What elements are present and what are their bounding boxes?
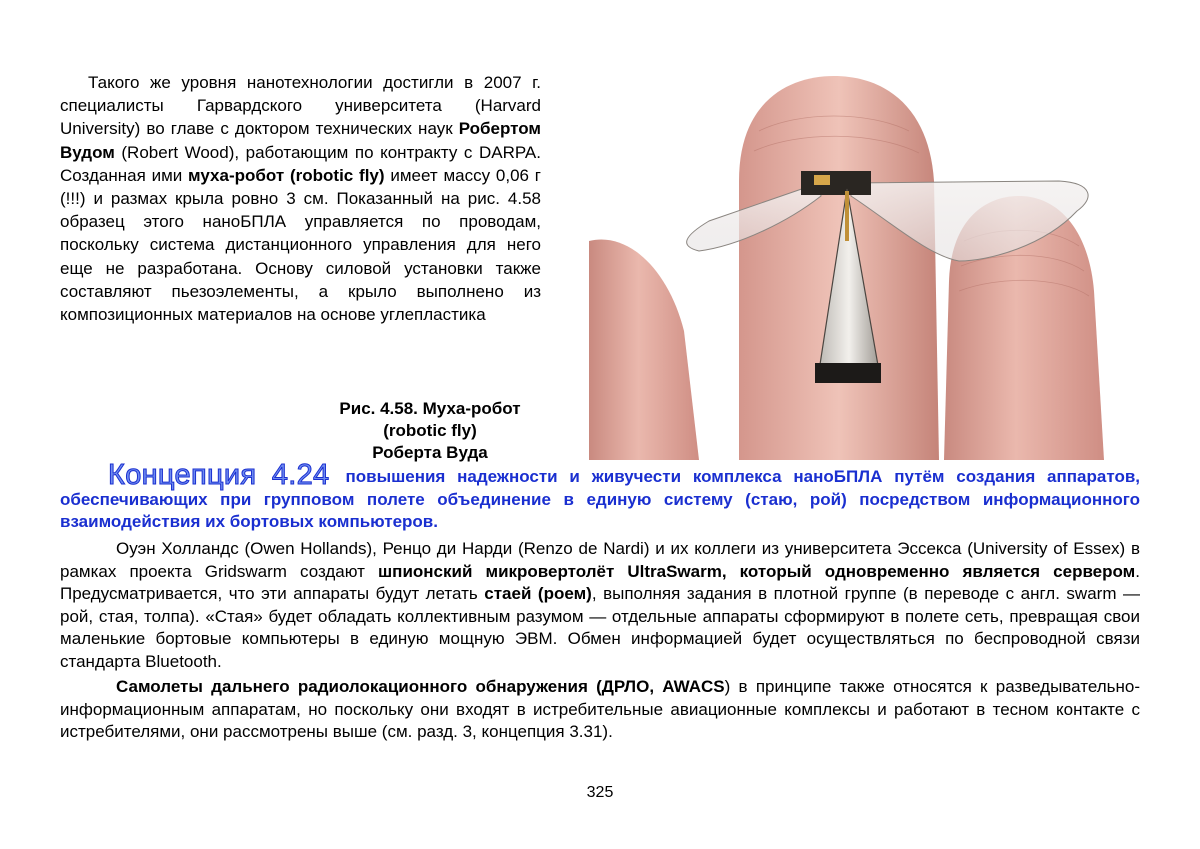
paragraph-ultraswarm [60, 538, 1140, 673]
text-run: имеет массу 0,06 г (!!!) и размах крыла ровно 3 см. Показанный на рис. 4.58 образец этого наноБПЛА управляется по проводам, поскольку система дистанционного управления для него еще не разработана. Основу силовой установки также составляют пьезоэлементы, а крыло выполнено из композиционных материалов на основе углепластика [60, 165, 541, 325]
concept-title: Концепция 4.24 [108, 459, 330, 491]
caption-line: Рис. 4.58. Муха-робот [339, 399, 521, 418]
concept-block [60, 459, 1140, 534]
text-run: . Предусматривается, что эти аппараты будут летать [60, 561, 1140, 603]
robotic-fly-illustration [589, 71, 1133, 460]
bold-run: шпионский микровертолёт UltraSwarm, который одновременно является сервером [378, 561, 1136, 581]
bold-run: стаей (роем) [484, 584, 592, 603]
text-run: (Robert Wood), работающим по контракту с DARPA. Созданная ими [60, 142, 541, 185]
intro-paragraph [60, 71, 541, 326]
robotic-fly-photo [589, 71, 1133, 460]
text-run: Оуэн Холландс (Owen Hollands), Ренцо ди Нарди (Renzo de Nardi) и их коллеги из университета Эссекса (University of Essex) в рамках проекта Gridswarm создают [60, 539, 1140, 581]
bold-run: Самолеты дальнего радиолокационного обнаружения (ДРЛО, AWACS [116, 677, 725, 696]
page-number: 325 [586, 784, 614, 801]
text-run: Такого же уровня нанотехнологии достигли в 2007 г. специалисты Гарвардского университета (Harvard University) во главе с доктором технических наук [60, 73, 541, 139]
caption-line: (robotic fly) [383, 421, 477, 440]
text-run: ) в принципе также относятся к разведывательно-информационным аппаратам, но поскольку они входят в истребительные авиационные комплексы и работают в тесном контакте с истребителями, они рассмотрены выше (см. разд. 3, концепция 3.31). [60, 677, 1140, 741]
bold-run: муха-робот (robotic fly) [188, 165, 385, 185]
text-run: , выполняя задания в плотной группе (в переводе с англ. swarm — рой, стая, толпа). «Стая» будет обладать коллективным разумом — отдельные аппараты сформируют в полете сеть, превращая свои маленькие бортовые компьютеры в единую мощную ЭВМ. Обмен информацией будет осуществляться по беспроводной связи стандарта Bluetooth. [60, 584, 1141, 671]
figure-caption [300, 398, 560, 464]
bold-run: Робертом Вудом [60, 119, 541, 162]
caption-line: Роберта Вуда [372, 443, 488, 462]
paragraph-awacs [60, 676, 1140, 744]
concept-text: повышения надежности и живучести комплекса наноБПЛА путём создания аппаратов, обеспечивающих при групповом полете объединение в единую систему (стаю, рой) посредством информационного взаимодействия их бортовых компьютеров. [60, 467, 1140, 531]
